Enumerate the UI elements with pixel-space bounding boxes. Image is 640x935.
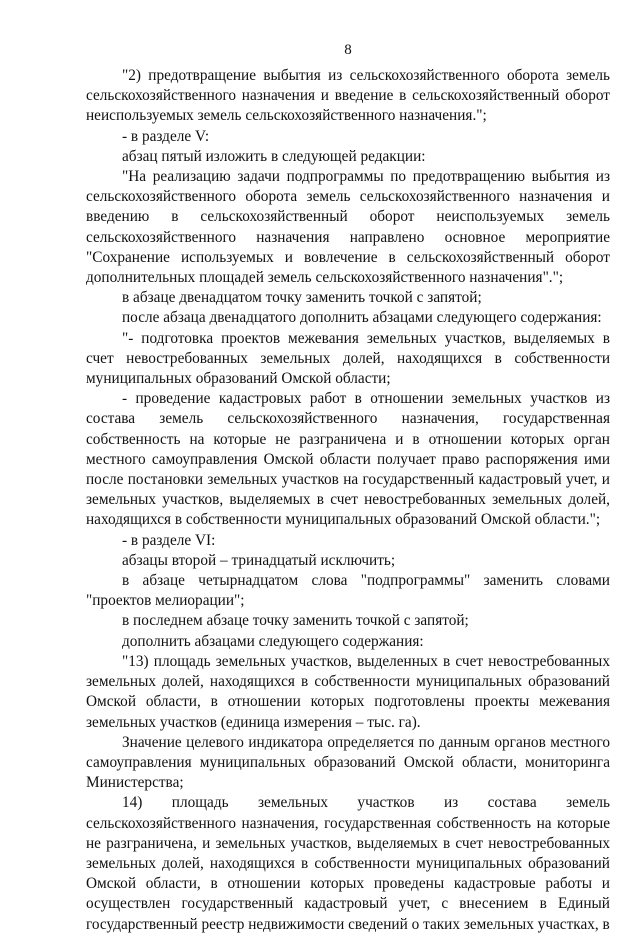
paragraph: абзацы второй – тринадцатый исключить; <box>122 551 396 569</box>
paragraph: - проведение кадастровых работ в отношении земельных участков из состава земель сельскохозяйственного назначения, государственная собственность на которые не разграничена и в отношении которых орган местного самоуправления Омской области получает право распоряжения ими после постановки земельных участков на государственный кадастровый учет, и земельных участков, выделяемых в счет невостребованных земельных долей, находящихся в собственности муниципальных образований Омской области."; <box>86 390 610 529</box>
paragraph: 14) площадь земельных участков из состава земель сельскохозяйственного назначения, государственная собственность на которые не разграничена, и земельных участков, выделяемых в счет невостребованных земельных долей, находящихся в собственности муниципальных образований Омской области, в отношении которых проведены кадастровые работы и осуществлен государственный кадастровый учет, с внесением в Единый государственный реестр недвижимости сведений о таких земельных участках, в <box>86 794 610 933</box>
paragraph: "- подготовка проектов межевания земельных участков, выделяемых в счет невостребованных земельных долей, находящихся в собственности муниципальных образований Омской области; <box>86 329 610 388</box>
page-number: 8 <box>344 42 352 58</box>
paragraph: "2) предотвращение выбытия из сельскохозяйственного оборота земель сельскохозяйственного назначения и введение в сельскохозяйственный оборот неиспользуемых земель сельскохозяйственного назначения."; <box>86 67 610 125</box>
paragraph: в абзаце четырнадцатом слова "подпрограммы" заменить словами "проектов мелиорации"; <box>86 572 610 610</box>
paragraph: после абзаца двенадцатого дополнить абзацами следующего содержания: <box>122 309 602 327</box>
paragraph: дополнить абзацами следующего содержания: <box>122 632 424 650</box>
paragraph: в последнем абзаце точку заменить точкой с запятой; <box>122 612 469 630</box>
paragraph: - в разделе VI: <box>122 531 216 549</box>
paragraph: Значение целевого индикатора определяется по данным органов местного самоуправления муниципальных образований Омской области, мониторинга Министерства; <box>86 733 610 792</box>
paragraph: "13) площадь земельных участков, выделенных в счет невостребованных земельных долей, находящихся в собственности муниципальных образований Омской области, в отношении которых подготовлены проекты межевания земельных участков (единица измерения – тыс. га). <box>86 652 610 731</box>
paragraph: - в разделе V: <box>122 127 210 145</box>
paragraph: абзац пятый изложить в следующей редакции: <box>122 147 426 165</box>
document-body <box>86 66 610 935</box>
document-page <box>86 0 610 933</box>
paragraph: в абзаце двенадцатом точку заменить точкой с запятой; <box>122 289 482 307</box>
paragraph: "На реализацию задачи подпрограммы по предотвращению выбытия из сельскохозяйственного оборота земель сельскохозяйственного назначения и введению в сельскохозяйственный оборот неиспользуемых земель сельскохозяйственного назначения направлено основное мероприятие "Сохранение используемых и вовлечение в сельскохозяйственный оборот дополнительных площадей земель сельскохозяйственного назначения"."; <box>86 168 610 287</box>
